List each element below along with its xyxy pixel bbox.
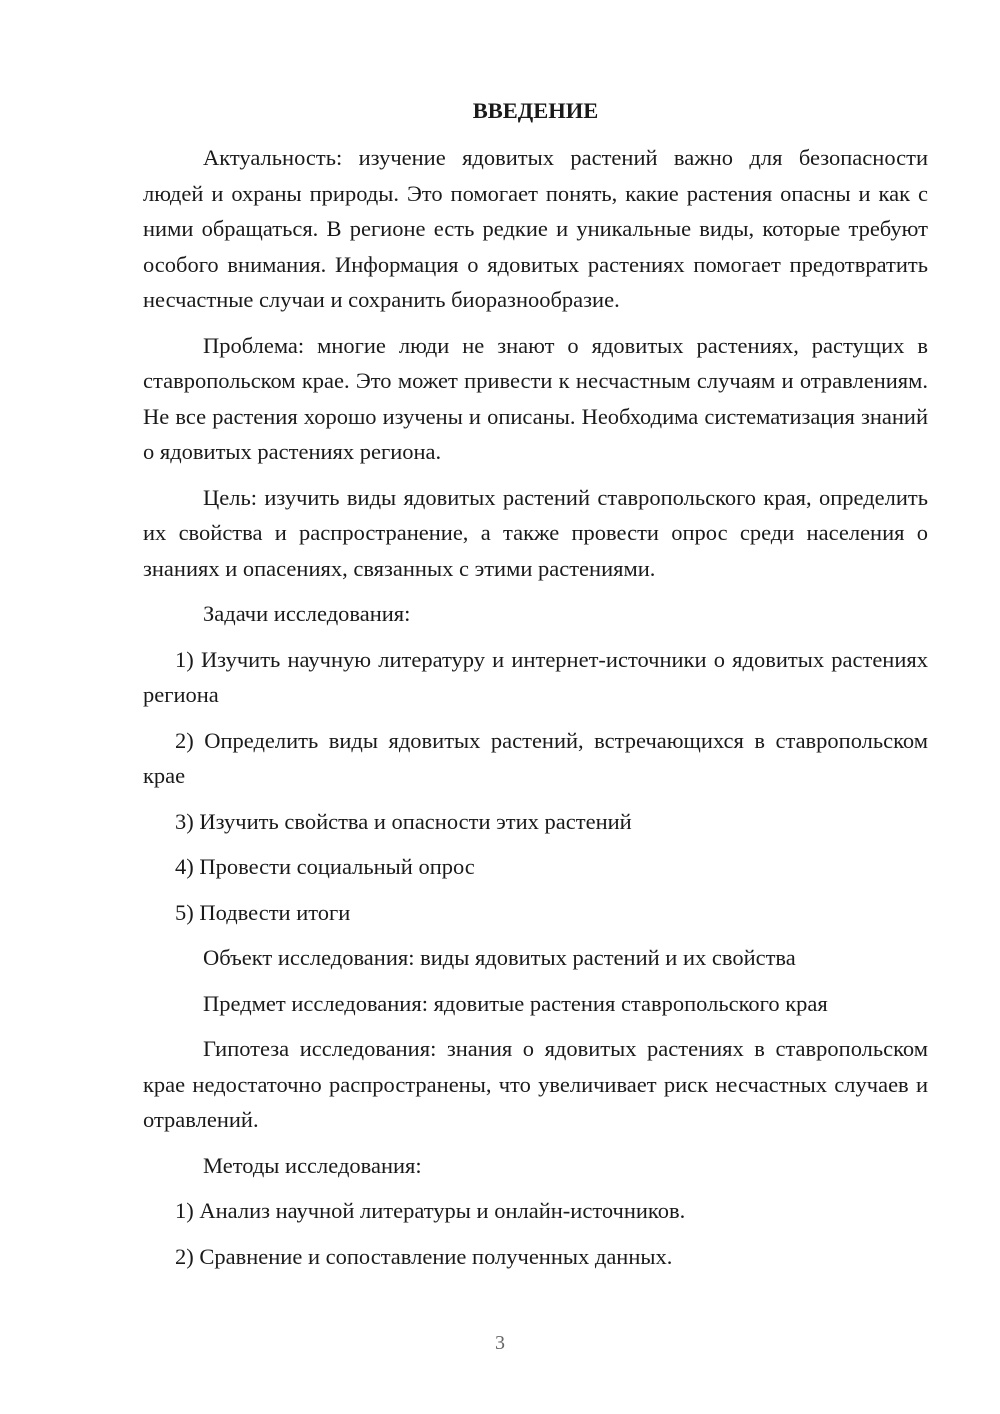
task-item-2: 2) Определить виды ядовитых растений, встречающихся в ставропольском крае: [143, 727, 928, 788]
subject-paragraph: Предмет исследования: ядовитые растения ставропольского края: [203, 990, 828, 1016]
paragraph-relevance: Актуальность: изучение ядовитых растений важно для безопасности людей и охраны природы. Это помогает понять, какие растения опасны и как с ними обращаться. В регионе есть редкие и уникальные виды, которые требуют особого внимания. Информация о ядовитых растениях помогает предотвратить несчастные случаи и сохранить биоразнообразие.: [143, 145, 928, 312]
task-item-1: 1) Изучить научную литературу и интернет-источники о ядовитых растениях региона: [143, 646, 928, 707]
paragraph-problem: Проблема: многие люди не знают о ядовитых растениях, растущих в ставропольском крае. Это может привести к несчастным случаям и отравлениям. Не все растения хорошо изучены и описаны. Необходима систематизация знаний о ядовитых растениях региона.: [143, 332, 928, 464]
tasks-label: Задачи исследования:: [203, 601, 411, 626]
paragraph-goal: Цель: изучить виды ядовитых растений ставропольского края, определить их свойства и распространение, а также провести опрос среди населения о знаниях и опасениях, связанных с этими растениями.: [143, 484, 928, 581]
section-heading: ВВЕДЕНИЕ: [472, 98, 599, 123]
task-item-5: 5) Подвести итоги: [175, 899, 351, 925]
document-page: [143, 92, 928, 1274]
methods-list: [143, 1193, 928, 1274]
hypothesis-paragraph: Гипотеза исследования: знания о ядовитых растениях в ставропольском крае недостаточно распространены, что увеличивает риск несчастных случаев и отравлений.: [143, 1036, 928, 1132]
page-number: 3: [495, 1332, 505, 1354]
method-item-1: 1) Анализ научной литературы и онлайн-источников.: [175, 1198, 686, 1223]
tasks-list: [143, 642, 928, 931]
object-paragraph: Объект исследования: виды ядовитых растений и их свойства: [203, 945, 796, 970]
task-item-4: 4) Провести социальный опрос: [175, 854, 475, 879]
method-item-2: 2) Сравнение и сопоставление полученных данных.: [175, 1243, 673, 1269]
methods-label: Методы исследования:: [203, 1152, 422, 1178]
task-item-3: 3) Изучить свойства и опасности этих растений: [175, 808, 632, 834]
